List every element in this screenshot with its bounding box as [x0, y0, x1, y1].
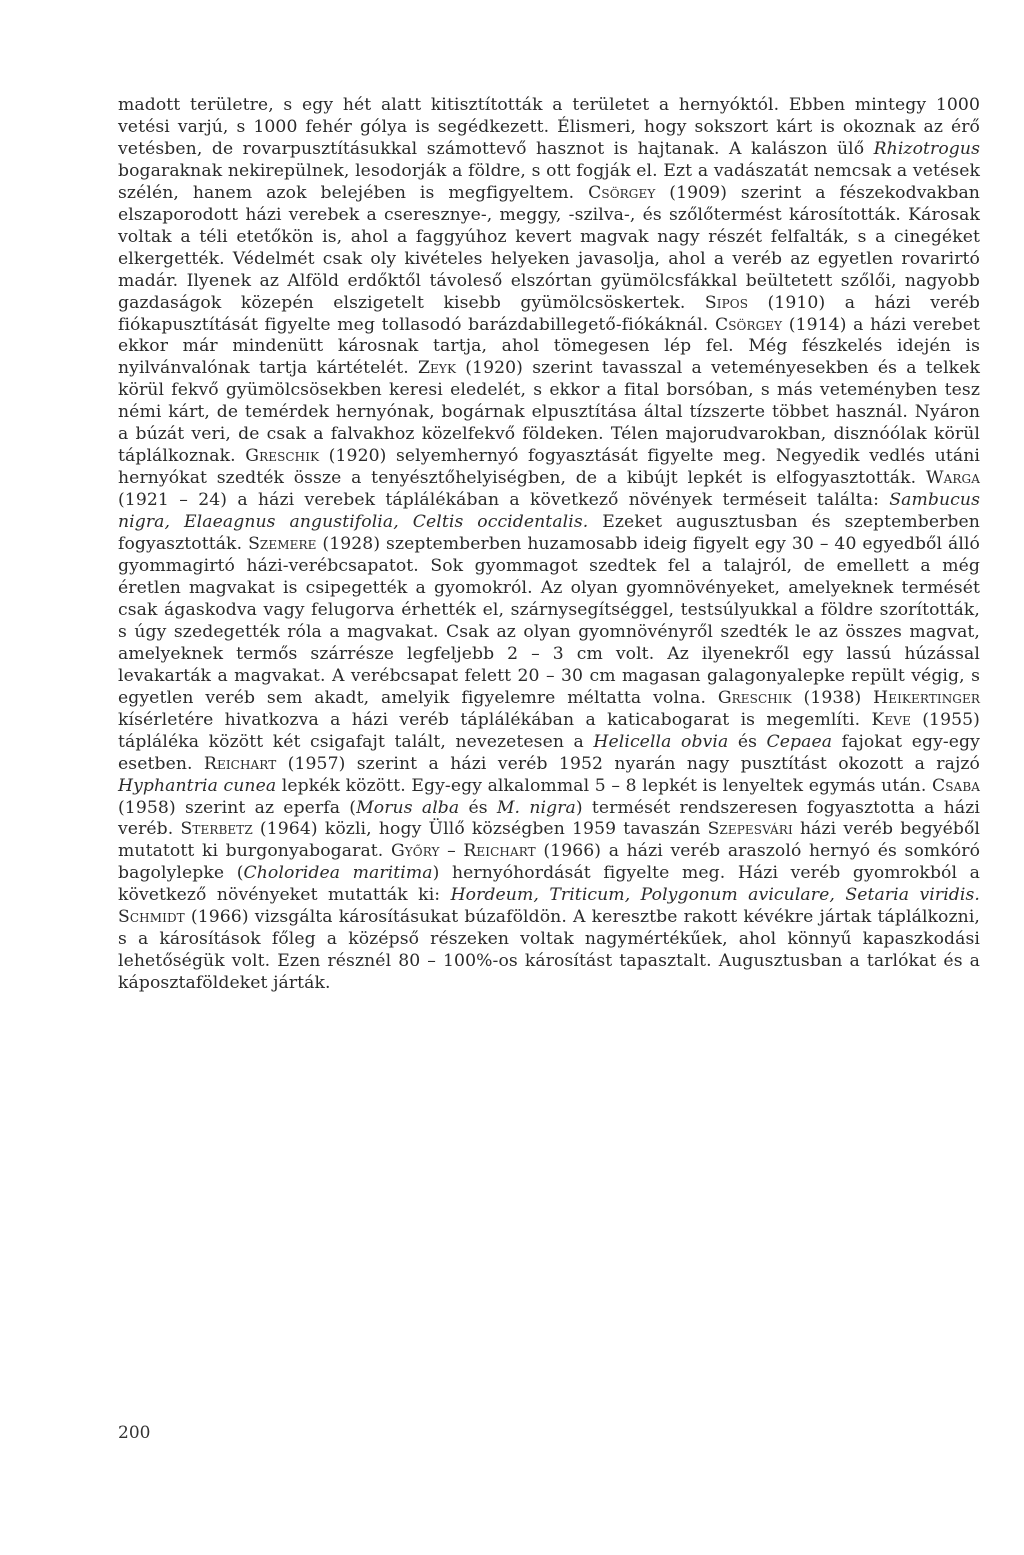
text-run: (1920) szerint tavasszal a veteményesekben és a telkek körül fekvő gyümölcsösekben keresi eledelét, s ekkor a fital borsóban, s más veteményben tesz némi kárt, de temérdek hernyónak, bogárnak elpusztítása által tízszerte többet használ. Nyáron a búzát veri, de csak a falvakhoz közelfekvő földeken. Télen majorudvarokban, disznóólak körül táplálkoznak. [118, 358, 980, 467]
text-run: Ezeket augusztusban és szeptemberben fogyasztották. [118, 512, 980, 555]
text-run: fajokat egy-egy esetben. [118, 731, 980, 774]
page-number: 200 [118, 1423, 151, 1443]
text-run: (1928) szeptemberben huzamosabb ideig figyelt egy 30 – 40 egyedből álló gyommagirtó házi-verébcsapatot. Sok gyommagot szedtek fel a talajról, de emellett a még éretlen magvakat is csipegették a gyomokról. Az olyan gyomnövényeket, amelyeknek termését csak ágaskodva vagy felugorva érhették el, szárnysegítséggel, testsúlyukkal a földre szorították, s úgy szedegették róla a magvakat. Csak az olyan gyomnövényről szedték le az összes magvat, amelyeknek termős szárrésze legfeljebb 2 – 3 cm volt. Az ilyenekről egy lassú húzással levakarták a magvakat. A verébcsapat felett 20 – 30 cm magasan galagonyalepke repült végig, s egyetlen veréb sem akadt, amelyik figyelemre méltatta volna. [118, 534, 981, 708]
species-name: Hyphantria cunea [118, 775, 277, 796]
author-name: Warga [925, 468, 980, 489]
text-run: (1957) szerint a házi veréb 1952 nyarán nagy pusztítást okozott a rajzó [276, 753, 980, 774]
species-name: Sambucus nigra, Elaeagnus angustifolia, Celtis occidentalis. [118, 490, 980, 533]
species-name: M. nigra [496, 797, 576, 818]
author-name: Greschik [717, 687, 792, 708]
text-run: (1921 – 24) a házi verebek táplálékában a következő növények terméseit találta: [118, 490, 890, 511]
text-run: házi veréb begyéből mutatott ki burgonyabogarat. [118, 819, 980, 862]
text-run: madott területre, s egy hét alatt kitisztították a területet a hernyóktól. Ebben mintegy 1000 vetési varjú, s 1000 fehér gólya is segédkezett. Élismeri, hogy sokszort kárt is okoznak az érő vetésben, de rovarpusztításukkal számottevő hasznot is hajtanak. A kalászon ülő [118, 95, 980, 159]
text-run: (1920) selyemhernyó fogyasztását figyelte meg. Negyedik vedlés utáni hernyókat szedték össze a tenyésztőhelyiségben, de a kibújt lepkét is elfogyasztották. [118, 446, 980, 489]
species-name: Helicella obvia [593, 731, 729, 752]
text-run: (1966) vizsgálta károsításukat búzaföldön. A keresztbe rakott kévékre jártak táplálkozni, s a károsítások főleg a középső részeken voltak nagymértékűek, ahol könnyű kapaszkodási lehetőségük volt. Ezen résznél 80 – 100%-os károsítást tapasztalt. Augusztusban a tarlókat és a káposztaföldeket járták. [118, 907, 980, 994]
author-name: Csörgey [714, 314, 783, 335]
text-run: (1958) szerint az eperfa ( [118, 797, 357, 818]
text-run: (1910) a házi veréb fiókapusztítását figyelte meg tollasodó barázdabillegető-fiókáknál. [118, 292, 980, 335]
species-name: Morus alba [356, 797, 460, 818]
author-name: Reichart [203, 753, 277, 774]
author-name: Sipos [704, 292, 749, 313]
text-run: kísérletére hivatkozva a házi veréb táplálékában a katicabogarat is megemlíti. [118, 709, 872, 730]
author-name: Szepesvári [707, 819, 793, 840]
text-run: (1964) közli, hogy Üllő községben 1959 tavaszán [252, 819, 708, 840]
text-run: ) termését rendszeresen fogyasztotta a házi veréb. [118, 797, 980, 840]
species-name: Cepaea [766, 731, 833, 752]
author-name: Greschik [245, 446, 320, 467]
text-run: ) hernyóhordását figyelte meg. Házi veréb gyomrokból a következő növényeket mutatták ki: [118, 863, 980, 906]
species-name: Choloridea maritima [243, 863, 433, 884]
species-name: Hordeum, Triticum, Polygonum aviculare, Setaria viridis. [450, 885, 980, 906]
text-run: (1909) szerint a fészekodvakban elszaporodott házi verebek a cseresznye-, meggy, -szilva-, és szőlőtermést károsították. Károsak voltak a téli etetőkön is, ahol a faggyúhoz kevert magvak nagy részét felfalták, s a cinegéket elkergették. Védelmét csak oly kivételes helyeken javasolja, ahol a veréb az egyetlen rovarirtó madár. Ilyenek az Alföld erdőktől távoleső elszórtan gyümölcsfákkal beültetett szőlői, nagyobb gazdaságok közepén elszigetelt kisebb gyümölcsöskertek. [118, 182, 980, 313]
author-name: Heikertinger [873, 687, 980, 708]
author-name: Csörgey [588, 182, 656, 203]
text-run: (1966) a házi veréb araszoló hernyó és somkóró bagolylepke ( [118, 841, 981, 884]
text-run: (1914) a házi verebet ekkor már mindenütt károsnak tartja, ahol tömegesen lép fel. Még fészkelés idején is nyilvánvalónak tartja kártételét. [118, 314, 981, 379]
page-body [118, 95, 980, 995]
author-name: Szemere [248, 534, 317, 555]
text-run: (1938) [791, 687, 874, 708]
text-run: bogaraknak nekirepülnek, lesodorják a földre, s ott fogják el. Ezt a vadászatát nemcsak a vetések szélén, hanem azok belejében is megfigyeltem. [118, 160, 980, 203]
text-run: és [459, 797, 497, 818]
text-run: (1955) tápláléka között két csigafajt talált, nevezetesen a [118, 709, 980, 752]
species-name: Rhizotrogus [873, 138, 980, 159]
author-name: Csaba [931, 775, 981, 796]
author-name: Sterbetz [180, 819, 253, 840]
author-name: Zeyk [418, 358, 457, 379]
body-paragraph [118, 95, 980, 995]
author-name: Keve [871, 709, 911, 730]
author-name: Schmidt [118, 907, 185, 928]
author-name: Győry – Reichart [390, 841, 536, 862]
text-run: és [728, 731, 767, 752]
text-run: lepkék között. Egy-egy alkalommal 5 – 8 lepkét is lenyeltek egymás után. [276, 775, 932, 796]
